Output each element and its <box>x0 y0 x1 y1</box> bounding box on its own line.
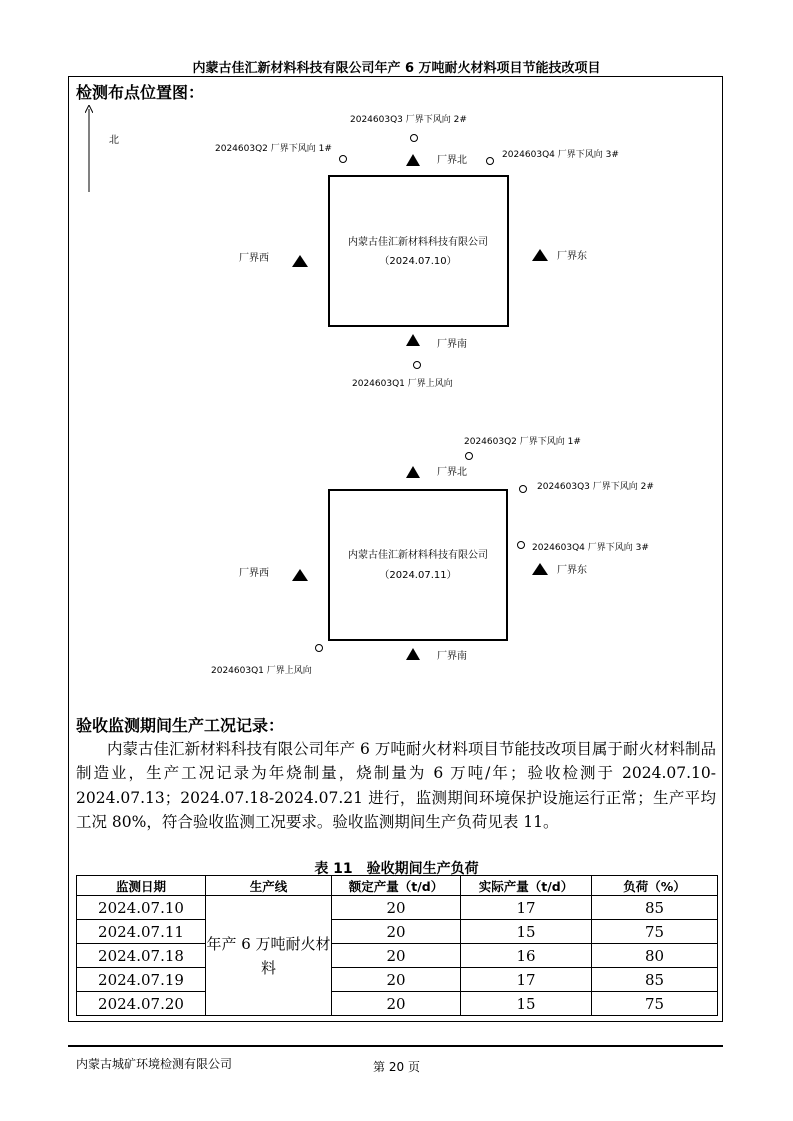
cell-date: 2024.07.20 <box>77 992 206 1016</box>
sampling-point-q2-icon-1 <box>340 156 347 163</box>
page-number: 第 20 页 <box>373 1060 420 1074</box>
east-boundary-triangle-icon-1 <box>532 249 548 261</box>
cell-date: 2024.07.10 <box>77 896 206 920</box>
sampling-label-q2-2: 2024603Q2 厂界下风向 1# <box>464 437 581 447</box>
table-header-row <box>77 876 718 896</box>
factory-box-1 <box>329 176 508 326</box>
sampling-point-q3-icon-1 <box>411 135 418 142</box>
east-boundary-label-2: 厂界东 <box>557 565 587 576</box>
south-boundary-triangle-icon-1 <box>406 334 420 346</box>
north-boundary-triangle-icon-2 <box>406 466 420 478</box>
north-boundary-label-1: 厂界北 <box>437 155 467 166</box>
factory-date-1: （2024.07.10） <box>379 256 457 267</box>
sampling-point-q4-icon-1 <box>487 158 494 165</box>
sampling-point-q1-icon-2 <box>316 645 323 652</box>
cell-production-line: 年产 6 万吨耐火材料 <box>206 896 332 1016</box>
header-load: 负荷（%） <box>592 876 718 896</box>
west-boundary-triangle-icon-1 <box>292 255 308 267</box>
cell-actual: 15 <box>461 920 592 944</box>
sampling-point-q1-icon-1 <box>414 362 421 369</box>
cell-load: 85 <box>592 896 718 920</box>
cell-rated: 20 <box>332 968 461 992</box>
south-boundary-triangle-icon-2 <box>406 648 420 660</box>
cell-rated: 20 <box>332 992 461 1016</box>
south-boundary-label-2: 厂界南 <box>437 651 467 662</box>
table-row <box>77 920 718 944</box>
cell-actual: 15 <box>461 992 592 1016</box>
north-boundary-triangle-icon-1 <box>406 154 420 166</box>
west-boundary-label-2: 厂界西 <box>239 568 269 579</box>
factory-box-2 <box>329 490 507 640</box>
cell-date: 2024.07.19 <box>77 968 206 992</box>
sampling-point-q3-icon-2 <box>520 486 527 493</box>
header-date: 监测日期 <box>77 876 206 896</box>
cell-load: 85 <box>592 968 718 992</box>
cell-load: 75 <box>592 920 718 944</box>
footer-divider <box>68 1045 723 1047</box>
west-boundary-label-1: 厂界西 <box>239 253 269 264</box>
footer-company: 内蒙古城矿环境检测有限公司 <box>76 1057 233 1071</box>
sampling-label-q1-2: 2024603Q1 厂界上风向 <box>211 666 312 676</box>
factory-name-2: 内蒙古佳汇新材料科技有限公司 <box>348 550 488 561</box>
factory-date-2: （2024.07.11） <box>379 570 457 581</box>
cell-rated: 20 <box>332 896 461 920</box>
header-actual: 实际产量（t/d） <box>461 876 592 896</box>
cell-rated: 20 <box>332 920 461 944</box>
cell-date: 2024.07.11 <box>77 920 206 944</box>
west-boundary-triangle-icon-2 <box>292 569 308 581</box>
table-caption: 表 11 验收期间生产负荷 <box>314 861 479 877</box>
sampling-point-q2-icon-2 <box>466 453 473 460</box>
cell-actual: 16 <box>461 944 592 968</box>
sampling-point-q4-icon-2 <box>518 542 525 549</box>
header-line: 生产线 <box>206 876 332 896</box>
production-load-table <box>76 875 718 1016</box>
sampling-label-q2-1: 2024603Q2 厂界下风向 1# <box>215 144 332 154</box>
document-header-title: 内蒙古佳汇新材料科技有限公司年产 6 万吨耐火材料项目节能技改项目 <box>192 61 601 76</box>
cell-load: 80 <box>592 944 718 968</box>
cell-actual: 17 <box>461 896 592 920</box>
north-boundary-label-2: 厂界北 <box>437 467 467 478</box>
factory-name-1: 内蒙古佳汇新材料科技有限公司 <box>348 237 488 248</box>
table-row <box>77 896 718 920</box>
table-row <box>77 992 718 1016</box>
table-row <box>77 968 718 992</box>
north-label: 北 <box>109 135 119 146</box>
header-rated: 额定产量（t/d） <box>332 876 461 896</box>
cell-rated: 20 <box>332 944 461 968</box>
sampling-label-q4-1: 2024603Q4 厂界下风向 3# <box>502 150 619 160</box>
content-frame-bottom <box>68 1021 723 1022</box>
cell-date: 2024.07.18 <box>77 944 206 968</box>
sampling-label-q3-1: 2024603Q3 厂界下风向 2# <box>350 115 467 125</box>
table-row <box>77 944 718 968</box>
production-paragraph: 内蒙古佳汇新材料科技有限公司年产 6 万吨耐火材料项目节能技改项目属于耐火材料制品制造业，生产工况记录为年烧制量，烧制量为 6 万吨/年；验收检测于 2024.07.10-2024.07.13；2024.07.18-2024.07.21 进行，监测期间环境保护设施运行正常；生产平均工况 80%，符合验收监测工况要求。验收监测期间生产负荷见表 11。 <box>76 740 716 832</box>
east-boundary-triangle-icon-2 <box>532 563 548 575</box>
south-boundary-label-1: 厂界南 <box>437 339 467 350</box>
east-boundary-label-1: 厂界东 <box>557 251 587 262</box>
production-section-title: 验收监测期间生产工况记录： <box>76 716 285 735</box>
sampling-label-q3-2: 2024603Q3 厂界下风向 2# <box>537 482 654 492</box>
cell-load: 75 <box>592 992 718 1016</box>
layout-section-title: 检测布点位置图： <box>76 83 205 102</box>
sampling-label-q1-1: 2024603Q1 厂界上风向 <box>352 379 453 389</box>
cell-actual: 17 <box>461 968 592 992</box>
sampling-label-q4-2: 2024603Q4 厂界下风向 3# <box>532 543 649 553</box>
